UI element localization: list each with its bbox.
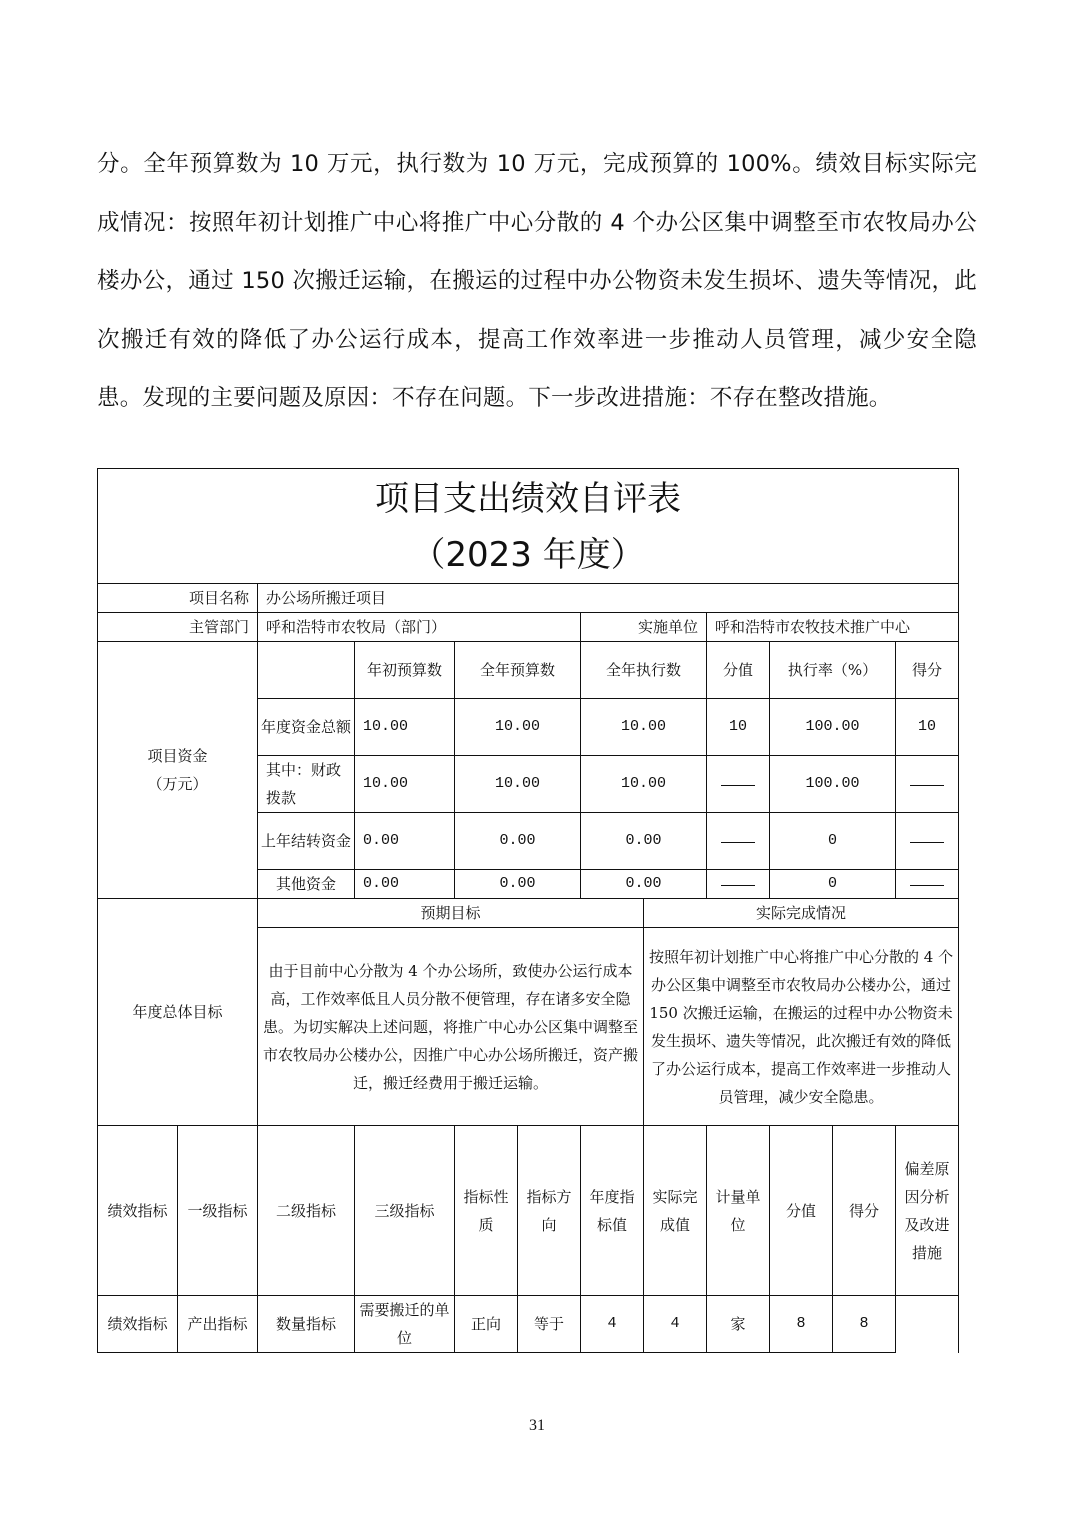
- project-name-value: 办公场所搬迁项目: [258, 584, 959, 613]
- funds-label-cell: [98, 642, 258, 899]
- dept-label: 主管部门: [98, 613, 258, 642]
- funds-initial: 10.00: [355, 756, 455, 813]
- indicator-cell: 数量指标: [258, 1296, 355, 1353]
- impl-label: 实施单位: [581, 613, 707, 642]
- funds-initial: 10.00: [355, 699, 455, 756]
- funds-executed: 10.00: [581, 699, 707, 756]
- funds-header: 分值: [707, 642, 770, 699]
- dash-mark: [910, 842, 944, 843]
- funds-score-value: [707, 813, 770, 870]
- funds-executed: 10.00: [581, 756, 707, 813]
- funds-score-value: [707, 870, 770, 899]
- indicator-cell: 绩效指标: [98, 1296, 178, 1353]
- actual-goal-text: 按照年初计划推广中心将推广中心分散的 4 个办公区集中调整至市农牧局办公楼办公，通过 150 次搬迁运输，在搬运的过程中办公物资未发生损坏、遗失等情况，此次搬迁有效的降低了办公运行成本，提高工作效率进一步推动人员管理，减少安全隐患。: [644, 928, 959, 1126]
- dash-mark: [910, 785, 944, 786]
- goals-label: 年度总体目标: [98, 899, 258, 1126]
- indicator-header-row: [98, 1126, 959, 1296]
- page-number: 31: [529, 1417, 545, 1434]
- funds-score: [896, 813, 959, 870]
- funds-header: 年初预算数: [355, 642, 455, 699]
- indicator-row: [98, 1296, 959, 1353]
- funds-header-blank: [258, 642, 355, 699]
- funds-header: 得分: [896, 642, 959, 699]
- funds-score-value: 10: [707, 699, 770, 756]
- funds-rate: 100.00: [770, 699, 896, 756]
- funds-score-value: [707, 756, 770, 813]
- funds-label: 项目资金: [147, 747, 208, 765]
- funds-rate: 0: [770, 813, 896, 870]
- funds-row-name: 其他资金: [258, 870, 355, 899]
- indicator-cell: 正向: [455, 1296, 518, 1353]
- indicator-cell: 等于: [518, 1296, 581, 1353]
- expected-goal-header: 预期目标: [258, 899, 644, 928]
- indicator-cell: 8: [770, 1296, 833, 1353]
- funds-header: 执行率（%）: [770, 642, 896, 699]
- dept-value: 呼和浩特市农牧局（部门）: [258, 613, 581, 642]
- indicator-cell: 4: [581, 1296, 644, 1353]
- funds-initial: 0.00: [355, 870, 455, 899]
- funds-score: 10: [896, 699, 959, 756]
- funds-row-name: 其中：财政拨款: [258, 756, 355, 813]
- table-title-cell: [98, 469, 959, 584]
- funds-executed: 0.00: [581, 813, 707, 870]
- dash-mark: [721, 842, 755, 843]
- indicator-cell: 需要搬迁的单位: [355, 1296, 455, 1353]
- dash-mark: [721, 885, 755, 886]
- indicator-header: 分值: [770, 1126, 833, 1296]
- funds-header: 全年执行数: [581, 642, 707, 699]
- impl-value: 呼和浩特市农牧技术推广中心: [707, 613, 959, 642]
- funds-unit: （万元）: [147, 775, 208, 793]
- indicator-cell: 产出指标: [178, 1296, 258, 1353]
- funds-annual: 0.00: [455, 870, 581, 899]
- funds-row-name: 年度资金总额: [258, 699, 355, 756]
- indicator-header: 得分: [833, 1126, 896, 1296]
- funds-score: [896, 870, 959, 899]
- indicator-header: 绩效指标: [98, 1126, 178, 1296]
- indicator-header: 三级指标: [355, 1126, 455, 1296]
- funds-rate: 100.00: [770, 756, 896, 813]
- actual-goal-header: 实际完成情况: [644, 899, 959, 928]
- body-paragraph: 分。全年预算数为 10 万元，执行数为 10 万元，完成预算的 100%。绩效目标实际完成情况：按照年初计划推广中心将推广中心分散的 4 个办公区集中调整至市农牧局办公楼办公，通过 150 次搬迁运输，在搬运的过程中办公物资未发生损坏、遗失等情况，此次搬迁有效的降低了办公运行成本，提高工作效率进一步推动人员管理，减少安全隐患。发现的主要问题及原因：不存在问题。下一步改进措施：不存在整改措施。: [97, 151, 977, 411]
- performance-table: [97, 468, 959, 1353]
- funds-row-name: 上年结转资金: [258, 813, 355, 870]
- table-subtitle: （2023 年度）: [411, 535, 645, 575]
- expected-goal-text: 由于目前中心分散为 4 个办公场所，致使办公运行成本高，工作效率低且人员分散不便管理，存在诸多安全隐患。为切实解决上述问题，将推广中心办公区集中调整至市农牧局办公楼办公，因推广中心办公场所搬迁，资产搬迁，搬迁经费用于搬迁运输。: [258, 928, 644, 1126]
- indicator-header: 计量单位: [707, 1126, 770, 1296]
- indicator-header: 实际完成值: [644, 1126, 707, 1296]
- funds-annual: 10.00: [455, 756, 581, 813]
- funds-rate: 0: [770, 870, 896, 899]
- indicator-cell: 4: [644, 1296, 707, 1353]
- indicator-header: 一级指标: [178, 1126, 258, 1296]
- indicator-header: 二级指标: [258, 1126, 355, 1296]
- indicator-header: 偏差原因分析及改进措施: [896, 1126, 959, 1296]
- indicator-cell: [896, 1296, 959, 1353]
- table-title: 项目支出绩效自评表: [375, 479, 682, 519]
- funds-annual: 0.00: [455, 813, 581, 870]
- indicator-cell: 家: [707, 1296, 770, 1353]
- indicator-header: 指标性质: [455, 1126, 518, 1296]
- indicator-header: 年度指标值: [581, 1126, 644, 1296]
- dash-mark: [910, 885, 944, 886]
- indicator-header: 指标方向: [518, 1126, 581, 1296]
- dash-mark: [721, 785, 755, 786]
- indicator-cell: 8: [833, 1296, 896, 1353]
- funds-header: 全年预算数: [455, 642, 581, 699]
- project-name-label: 项目名称: [98, 584, 258, 613]
- funds-executed: 0.00: [581, 870, 707, 899]
- funds-annual: 10.00: [455, 699, 581, 756]
- funds-initial: 0.00: [355, 813, 455, 870]
- funds-score: [896, 756, 959, 813]
